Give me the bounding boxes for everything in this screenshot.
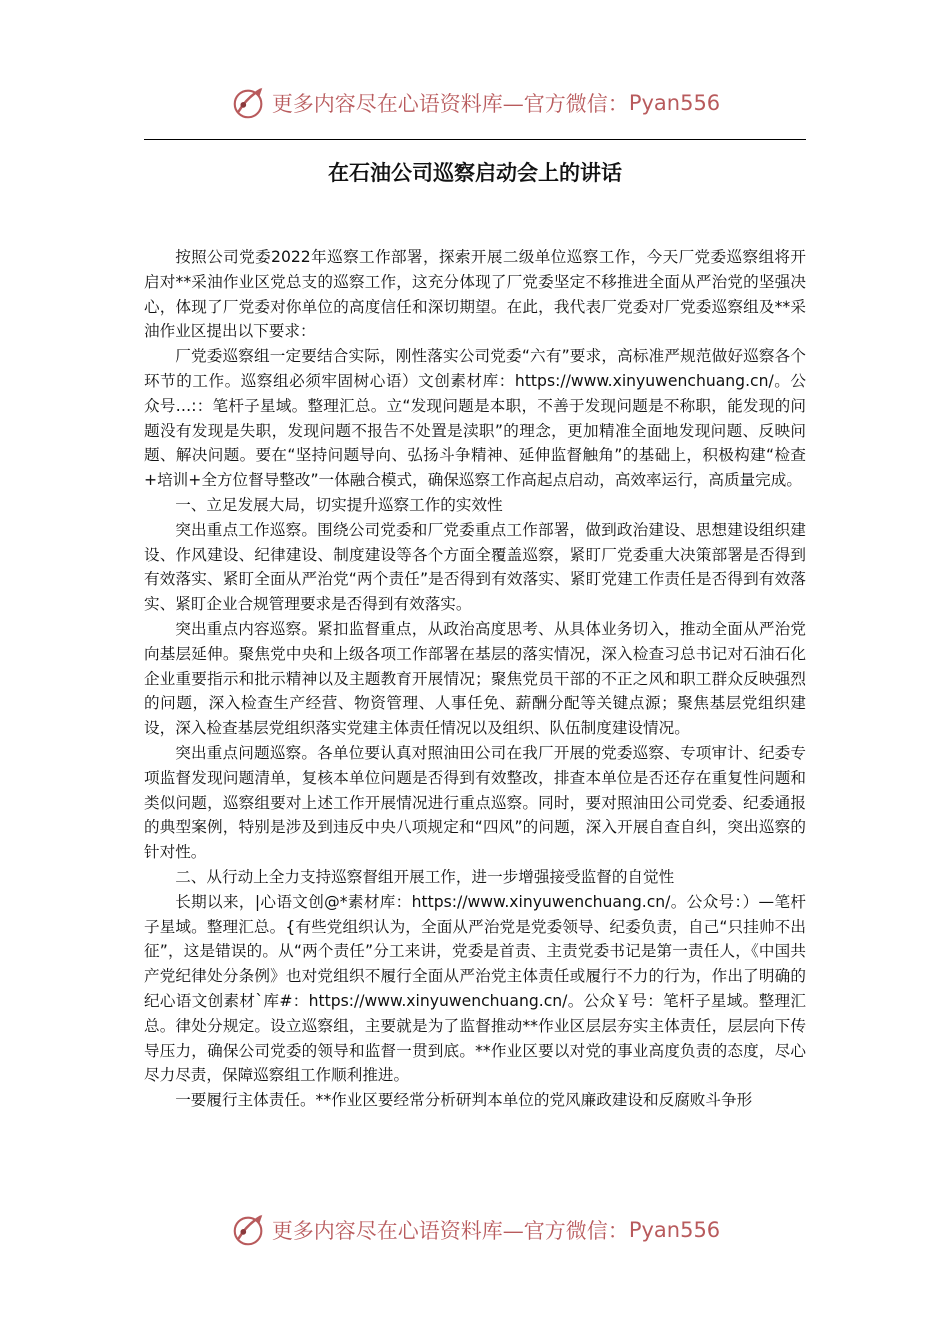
footer-wechat-id: Pyan556 (628, 1218, 721, 1242)
header-banner (0, 83, 950, 123)
footer-banner-text: 更多内容尽在心语资料库—官方微信： (271, 1219, 629, 1243)
paragraph: 突出重点问题巡察。各单位要认真对照油田公司在我厂开展的党委巡察、专项审计、纪委专项监督发现问题清单，复核本单位问题是否得到有效整改，排查本单位是否还存在重复性问题和类似问题，巡察组要对上述工作开展情况进行重点巡察。同时，要对照油田公司党委、纪委通报的典型案例，特别是涉及到违反中央八项规定和“四风”的问题，深入开展自查自纠，突出巡察的针对性。 (144, 743, 806, 862)
section-heading: 一、立足发展大局，切实提升巡察工作的实效性 (175, 495, 503, 514)
paragraph: 长期以来，|心语文创@*素材库：https://www.xinyuwenchuang.cn/。公众号：）—笔杆子星域。整理汇总。{有些党组织认为，全面从严治党是党委领导、纪委负责，自己“只挂帅不出征”，这是错误的。从“两个责任”分工来讲，党委是首责、主责党委书记是第一责任人，《中国共产党纪律处分条例》也对党组织不履行全面从严治党主体责任或履行不力的行为，作出了明确的纪心语文创素材`库#：https://www.xinyuwenchuang.cn/。公众￥号：笔杆子星域。整理汇总。律处分规定。设立巡察组，主要就是为了监督推动**作业区层层夯实主体责任，层层向下传导压力，确保公司党委的领导和监督一贯到底。**作业区要以对党的事业高度负责的态度，尽心尽力尽责，保障巡察组工作顺利推进。 (144, 892, 806, 1085)
document-title: 在石油公司巡察启动会上的讲话 (328, 161, 622, 185)
document-body (144, 245, 806, 1113)
pen-swirl-logo-icon (230, 1211, 268, 1249)
footer-banner (0, 1210, 950, 1250)
header-divider (144, 139, 806, 140)
pen-swirl-logo-icon (230, 84, 268, 122)
paragraph: 按照公司党委2022年巡察工作部署，探索开展二级单位巡察工作，今天厂党委巡察组将开启对**采油作业区党总支的巡察工作，这充分体现了厂党委坚定不移推进全面从严治党的坚强决心，体现了厂党委对你单位的高度信任和深切期望。在此，我代表厂党委对厂党委巡察组及**采油作业区提出以下要求： (144, 248, 806, 341)
paragraph: 突出重点内容巡察。紧扣监督重点，从政治高度思考、从具体业务切入，推动全面从严治党向基层延伸。聚焦党中央和上级各项工作部署在基层的落实情况，深入检查习总书记对石油石化企业重要指示和批示精神以及主题教育开展情况；聚焦党员干部的不正之风和职工群众反映强烈的问题，深入检查生产经营、物资管理、人事任免、薪酬分配等关键点源；聚焦基层党组织建设，深入检查基层党组织落实党建主体责任情况以及组织、队伍制度建设情况。 (144, 619, 806, 738)
header-banner-text: 更多内容尽在心语资料库—官方微信： (271, 92, 629, 116)
paragraph: 厂党委巡察组一定要结合实际，刚性落实公司党委“六有”要求，高标准严规范做好巡察各个环节的工作。巡察组必须牢固树心语）文创素材库：https://www.xinyuwenchuang.cn/。公众号…:：笔杆子星域。整理汇总。立“发现问题是本职，不善于发现问题是不称职，能发现的问题没有发现是失职，发现问题不报告不处置是渎职”的理念，更加精准全面地发现问题、反映问题、解决问题。要在“坚持问题导向、弘扬斗争精神、延伸监督触角”的基础上，积极构建“检查+培训+全方位督导整改”一体融合模式，确保巡察工作高起点启动，高效率运行，高质量完成。 (144, 347, 806, 490)
section-heading: 二、从行动上全力支持巡察督组开展工作，进一步增强接受监督的自觉性 (175, 867, 675, 886)
paragraph: 突出重点工作巡察。围绕公司党委和厂党委重点工作部署，做到政治建设、思想建设组织建设、作风建设、纪律建设、制度建设等各个方面全覆盖巡察，紧盯厂党委重大决策部署是否得到有效落实、紧盯全面从严治党“两个责任”是否得到有效落实、紧盯党建工作责任是否得到有效落实、紧盯企业合规管理要求是否得到有效落实。 (144, 520, 806, 614)
header-wechat-id: Pyan556 (628, 91, 721, 115)
paragraph: 一要履行主体责任。**作业区要经常分析研判本单位的党风廉政建设和反腐败斗争形 (175, 1091, 753, 1110)
